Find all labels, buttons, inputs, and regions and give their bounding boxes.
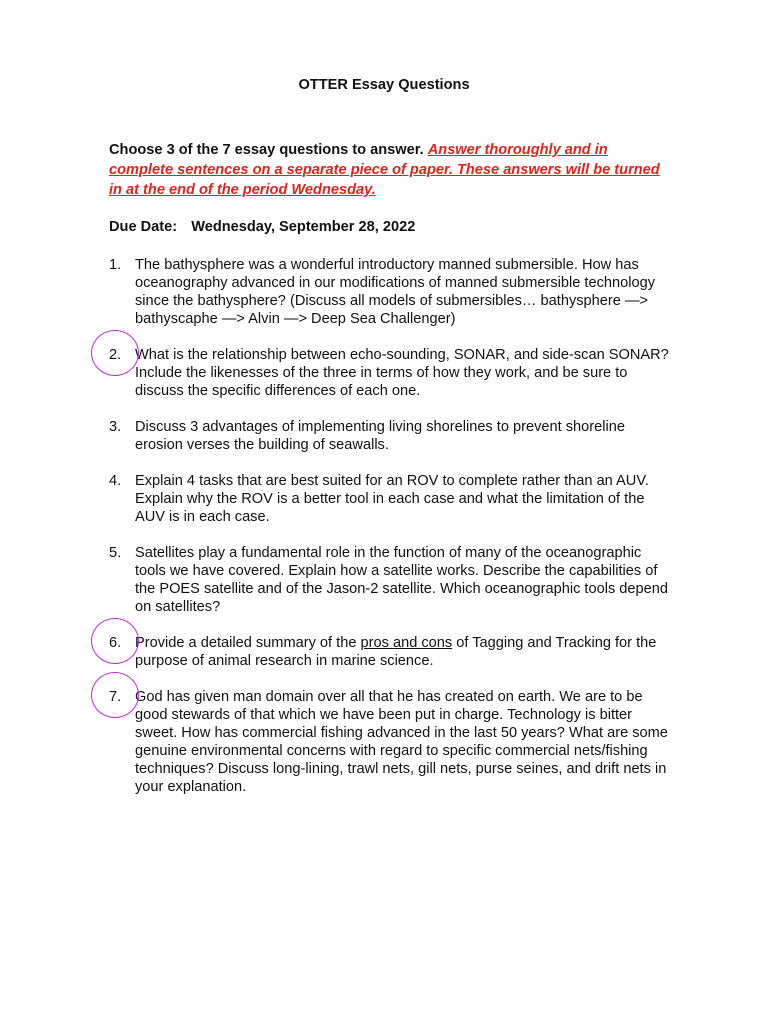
question-text-underlined: pros and cons [360,635,453,651]
question-2 [109,346,669,400]
question-text: What is the relationship between echo-sounding, SONAR, and side-scan SONAR? Include the likenesses of the three in terms of how they work, and be sure to discuss the specific differences of each one. [135,347,669,399]
question-text-before: Provide a detailed summary of the [135,635,361,651]
question-5 [109,544,669,616]
question-number: 1. [109,257,122,273]
due-date-value: Wednesday, September 28, 2022 [191,219,416,235]
question-text-after: of Tagging and Tracking for the purpose of animal research in marine science. [135,635,657,669]
question-list [109,256,669,814]
question-3 [109,418,669,454]
question-number: 3. [109,419,122,435]
document-title: OTTER Essay Questions [298,77,470,93]
question-4 [109,472,669,526]
question-1 [109,256,669,328]
question-text: Explain 4 tasks that are best suited for an ROV to complete rather than an AUV. Explain why the ROV is a better tool in each case and what the limitation of the AUV is in each case. [135,473,649,525]
instructions-emphasis: Answer thoroughly and in complete sentences on a separate piece of paper. These answers will be turned in at the end of the period Wednesday. [109,142,660,198]
question-number: 5. [109,545,122,561]
question-number: 4. [109,473,122,489]
question-text: God has given man domain over all that he has created on earth. We are to be good stewards of that which we have been put in charge. Technology is bitter sweet. How has commercial fishing advanced in the last 50 years? What are some genuine environmental concerns with regard to specific commercial nets/fishing techniques? Discuss long-lining, trawl nets, gill nets, purse seines, and drift nets in your explanation. [135,689,668,795]
question-text: The bathysphere was a wonderful introductory manned submersible. How has oceanography advanced in our modifications of manned submersible technology since the bathysphere? (Discuss all models of submersibles… bathysphere —> bathyscaphe —> Alvin —> Deep Sea Challenger) [135,257,656,327]
question-number: 7. [109,689,122,705]
question-6 [109,634,669,670]
question-number: 6. [109,635,122,651]
instructions [109,140,669,200]
due-date [109,218,415,236]
question-text [135,635,656,669]
question-text: Satellites play a fundamental role in the function of many of the oceanographic tools we have covered. Explain how a satellite works. Describe the capabilities of the POES satellite and of the Jason-2 satellite. Which oceanographic tools depend on satellites? [135,545,668,615]
question-7 [109,688,669,796]
instructions-lead: Choose 3 of the 7 essay questions to answer. [109,142,424,158]
question-number: 2. [109,347,122,363]
due-date-label: Due Date: [109,219,178,235]
question-text: Discuss 3 advantages of implementing living shorelines to prevent shoreline erosion verses the building of seawalls. [135,419,625,453]
